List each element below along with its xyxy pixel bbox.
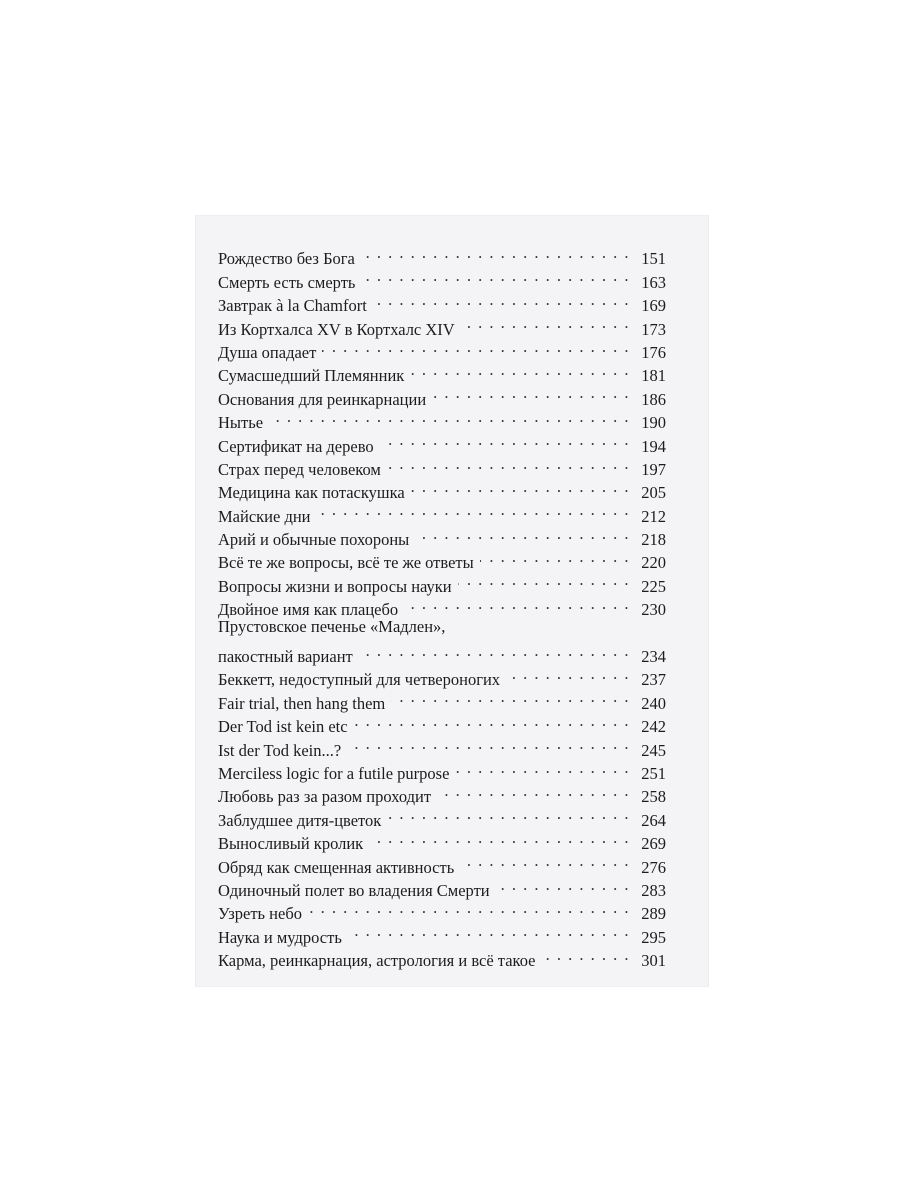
toc-entry-title: пакостный вариант (218, 647, 353, 667)
toc-entry-page: 173 (641, 319, 666, 339)
dot-leader (387, 452, 630, 475)
dot-leader (496, 873, 630, 896)
toc-entry-title: Одиночный полет во владения Смерти (218, 880, 490, 900)
toc-entry-page: 197 (641, 459, 666, 479)
dot-leader (410, 358, 630, 381)
toc-entry-title: Der Tod ist kein etc (218, 717, 348, 737)
toc-entry-page: 264 (641, 810, 666, 830)
dot-leader (404, 592, 630, 615)
toc-entry-page: 176 (641, 342, 666, 362)
dot-leader (480, 545, 630, 568)
dot-leader (322, 335, 630, 358)
dot-leader (437, 779, 630, 802)
toc-entry-page: 212 (641, 506, 666, 526)
dot-leader (354, 709, 630, 732)
toc-entry-title: Вопросы жизни и вопросы науки (218, 576, 452, 596)
dot-leader (359, 639, 630, 662)
toc-entry-title: Страх перед человеком (218, 459, 381, 479)
toc-entry-page: 163 (641, 272, 666, 292)
toc-entry-title: Завтрак à la Chamfort (218, 296, 367, 316)
toc-entry-page: 186 (641, 389, 666, 409)
toc-entry-page: 237 (641, 670, 666, 690)
toc-entry-title: Душа опадает (218, 342, 317, 362)
toc-entry-page: 194 (641, 436, 666, 456)
toc-entry-page: 301 (641, 951, 666, 971)
toc-entry (218, 241, 666, 269)
toc-entry-title: Карма, реинкарнация, астрология и всё такое (218, 951, 536, 971)
toc-entry-page: 220 (641, 553, 666, 573)
toc-entry-page: 218 (641, 530, 666, 550)
dot-leader (461, 311, 630, 334)
toc-entry (218, 405, 666, 433)
dot-leader (380, 428, 630, 451)
toc-entry-title: Смерть есть смерть (218, 272, 356, 292)
toc-entry-title: Любовь раз за разом проходит (218, 787, 432, 807)
toc-entry-title: Merciless logic for a futile purpose (218, 763, 450, 783)
toc-entry-title: Узреть небо (218, 904, 302, 924)
dot-leader (460, 849, 630, 872)
toc-entry-page: 151 (641, 249, 666, 269)
toc-entry-page: 225 (641, 576, 666, 596)
dot-leader (348, 919, 630, 942)
dot-leader (308, 896, 630, 919)
toc-entry (218, 639, 666, 667)
toc-entry-title: Всё те же вопросы, всё те же ответы (218, 553, 474, 573)
toc-entry-page: 234 (641, 647, 666, 667)
dot-leader (269, 405, 630, 428)
toc-entry-title: Наука и мудрость (218, 927, 342, 947)
toc-entry-title: Арий и обычные похороны (218, 530, 410, 550)
toc-entry-title: Основания для реинкарнации (218, 389, 427, 409)
toc-entry-page: 276 (641, 857, 666, 877)
toc-entry-page: 169 (641, 296, 666, 316)
toc-entry-page: 295 (641, 927, 666, 947)
toc-entry-page: 251 (641, 763, 666, 783)
toc-entry-title: Выносливый кролик (218, 834, 364, 854)
dot-leader (542, 943, 631, 966)
toc-entry-title: Обряд как смещенная активность (218, 857, 455, 877)
dot-leader (387, 802, 630, 825)
dot-leader (317, 498, 631, 521)
dot-leader (373, 288, 630, 311)
toc-entry-page: 289 (641, 904, 666, 924)
toc-entry-page: 283 (641, 880, 666, 900)
toc-entry-title: Из Кортхалса XV в Кортхалс XIV (218, 319, 455, 339)
toc-entry (218, 428, 666, 456)
toc-entry-title: Ist der Tod kein...? (218, 740, 342, 760)
toc-entry-title: Майские дни (218, 506, 311, 526)
toc-entry-page: 258 (641, 787, 666, 807)
dot-leader (361, 241, 630, 264)
dot-leader (455, 756, 630, 779)
toc-entry-title: Заблудшее дитя-цветок (218, 810, 382, 830)
toc-entry-title: Прустовское печенье «Мадлен», (218, 617, 446, 637)
toc-entry-page: 181 (641, 366, 666, 386)
toc-entry-page: 205 (641, 483, 666, 503)
toc-entry-page: 190 (641, 413, 666, 433)
toc-entry-page: 230 (641, 600, 666, 620)
dot-leader (411, 475, 630, 498)
toc-entry-title: Беккетт, недоступный для четвероногих (218, 670, 501, 690)
toc-entry-title: Fair trial, then hang them (218, 693, 386, 713)
dot-leader (415, 522, 630, 545)
toc-entry-title-line-1 (218, 615, 666, 638)
dot-leader (391, 685, 630, 708)
toc-entry-page: 245 (641, 740, 666, 760)
toc-entry-title: Сумасшедший Племянник (218, 366, 405, 386)
dot-leader (506, 662, 630, 685)
dot-leader (347, 732, 630, 755)
toc-entry-title: Нытье (218, 413, 264, 433)
dot-leader (458, 568, 630, 591)
toc-entry-page: 269 (641, 834, 666, 854)
toc-entry-page: 240 (641, 693, 666, 713)
toc-entry-title: Сертификат на дерево (218, 436, 374, 456)
table-of-contents (218, 241, 666, 971)
toc-entry-title: Рождество без Бога (218, 249, 355, 269)
toc-entry-title: Медицина как потаскушка (218, 483, 405, 503)
toc-entry-page: 242 (641, 717, 666, 737)
dot-leader (432, 381, 630, 404)
dot-leader (361, 264, 630, 287)
dot-leader (369, 826, 630, 849)
toc-entry-title: Двойное имя как плацебо (218, 600, 399, 620)
